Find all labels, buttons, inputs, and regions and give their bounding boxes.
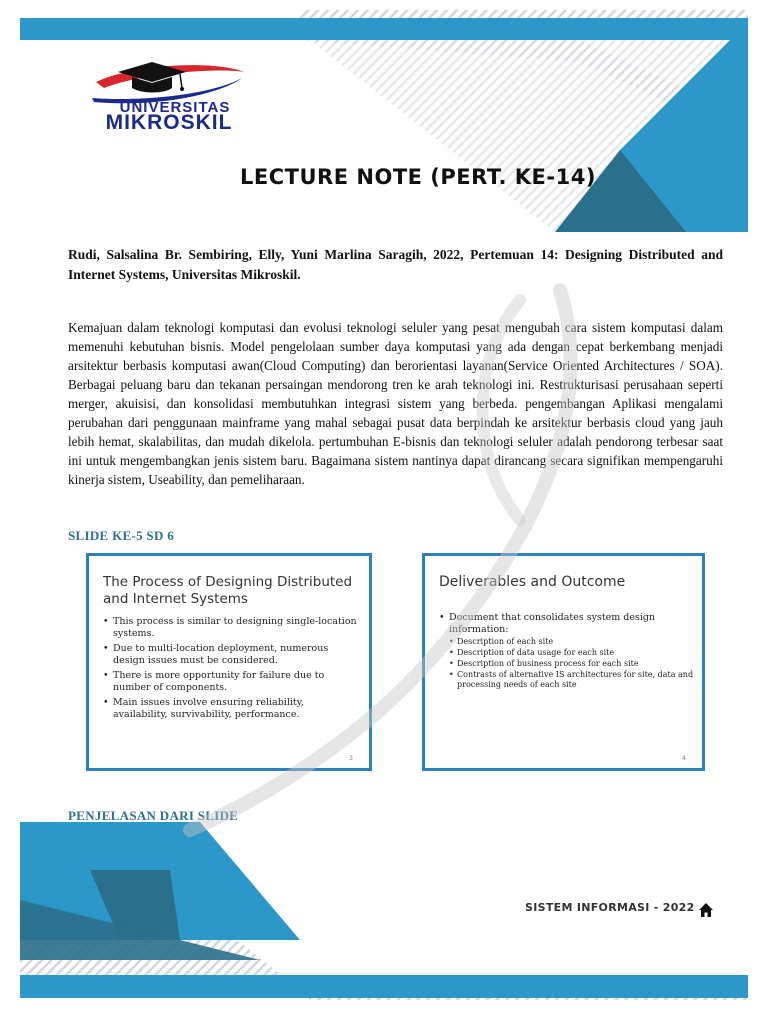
home-icon[interactable] bbox=[698, 902, 714, 918]
citation-text: Rudi, Salsalina Br. Sembiring, Elly, Yuni Marlina Saragih, 2022, Pertemuan 14: Designing Distributed and Internet Systems, Universitas Mikroskil. bbox=[68, 247, 723, 282]
section-heading-slides: SLIDE KE-5 SD 6 bbox=[68, 528, 174, 543]
list-item: • Description of each site bbox=[449, 637, 694, 647]
section-heading-explanation: PENJELASAN DARI SLIDE bbox=[68, 808, 239, 823]
slide-number: 3 bbox=[349, 755, 353, 762]
slide-title: The Process of Designing Distributed and Internet Systems bbox=[103, 574, 353, 607]
list-item-text: Document that consolidates system design information: bbox=[449, 612, 656, 635]
logo-university-label: UNIVERSITAS bbox=[119, 99, 231, 116]
list-item: • Description of data usage for each site bbox=[449, 648, 694, 658]
list-item: • Contrasts of alternative IS architectures for site, data and processing needs of each site bbox=[449, 670, 694, 690]
list-item: • This process is similar to designing single-location systems. bbox=[103, 616, 361, 639]
body-paragraph: Kemajuan dalam teknologi komputasi dan evolusi teknologi seluler yang pesat mengubah cara sistem komputasi dalam memenuhi kebutuhan bisnis. Model pengelolaan sumber daya komputasi yang ada dengan cepat berkembang menjadi arsitektur berbasis komputasi awan(Cloud Computing) dan berorientasi layanan(Service Oriented Architectures / SOA). Berbagai peluang baru dan tekanan persaingan mendorong tren ke arah teknologi ini. Restrukturisasi perusahaan seperti merger, akuisisi, dan konsolidasi membutuhkan integrasi sistem yang berbeda. pengembangan Aplikasi mengalami perubahan dari penggunaan mainframe yang mahal sebagai pusat data berpindah ke arsitektur berbasis cloud yang jauh lebih hemat, skalabilitas, dan mudah dikelola. pertumbuhan E-bisnis dan teknologi seluler adalah pendorong terbesar saat ini untuk mengembangkan jenis sistem baru. Bagaimana sistem nantinya dapat dirancang secara signifikan mempengaruhi kinerja sistem, Useability, dan pemeliharaan. bbox=[68, 320, 723, 487]
list-item: • There is more opportunity for failure due to number of components. bbox=[103, 670, 361, 693]
page-title: LECTURE NOTE (PERT. KE-14) bbox=[240, 165, 596, 189]
list-item: • Main issues involve ensuring reliability, availability, survivability, performance. bbox=[103, 697, 361, 720]
slide-number: 4 bbox=[682, 755, 686, 762]
list-item: • Description of business process for each site bbox=[449, 659, 694, 669]
footer-label: SISTEM INFORMASI - 2022 bbox=[525, 901, 695, 914]
slide-title: Deliverables and Outcome bbox=[439, 574, 626, 590]
logo-name-label: MIKROSKIL bbox=[105, 111, 233, 134]
list-item: • Due to multi-location deployment, numerous design issues must be considered. bbox=[103, 643, 361, 666]
